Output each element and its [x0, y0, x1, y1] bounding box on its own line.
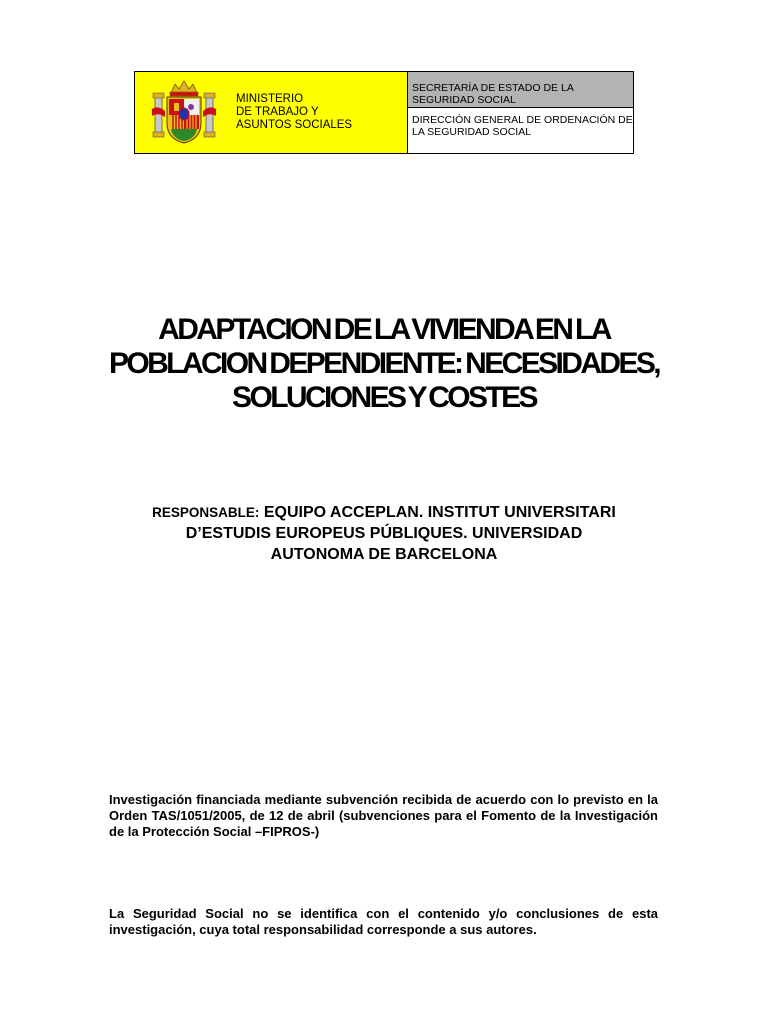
direccion-label: DIRECCIÓN GENERAL DE ORDENACIÓN DE LA SEGURIDAD SOCIAL	[408, 108, 633, 153]
title-line: ADAPTACION DE LA VIVIENDA EN LA	[158, 313, 610, 346]
secretaria-label: SECRETARÍA DE ESTADO DE LA SEGURIDAD SOCIAL	[408, 72, 633, 108]
responsible-line: D’ESTUDIS EUROPEUS PÚBLIQUES. UNIVERSIDAD	[185, 525, 583, 542]
title-line: SOLUCIONES Y COSTES	[232, 381, 536, 414]
responsible-line	[100, 502, 668, 523]
document-title	[100, 313, 668, 415]
responsible-block	[100, 502, 668, 565]
responsible-line: AUTONOMA DE BARCELONA	[270, 546, 498, 563]
responsible-name: EQUIPO ACCEPLAN. INSTITUT UNIVERSITARI	[263, 504, 616, 521]
document-header	[134, 71, 634, 154]
funding-note: Investigación financiada mediante subvención recibida de acuerdo con lo previsto en la Orden TAS/1051/2005, de 12 de abril (subvenciones para el Fomento de la Investigación de la Protección Social –FIPROS-)	[109, 792, 658, 839]
spain-coat-of-arms-icon	[149, 79, 219, 147]
responsible-label: RESPONSABLE:	[152, 505, 260, 520]
title-line: POBLACION DEPENDIENTE: NECESIDADES,	[108, 347, 660, 380]
ministry-block	[134, 71, 407, 154]
disclaimer: La Seguridad Social no se identifica con el contenido y/o conclusiones de esta investigación, cuya total responsabilidad corresponde a sus autores.	[109, 906, 658, 937]
agency-block	[407, 71, 634, 154]
ministry-name: MINISTERIO DE TRABAJO Y ASUNTOS SOCIALES	[236, 93, 353, 131]
